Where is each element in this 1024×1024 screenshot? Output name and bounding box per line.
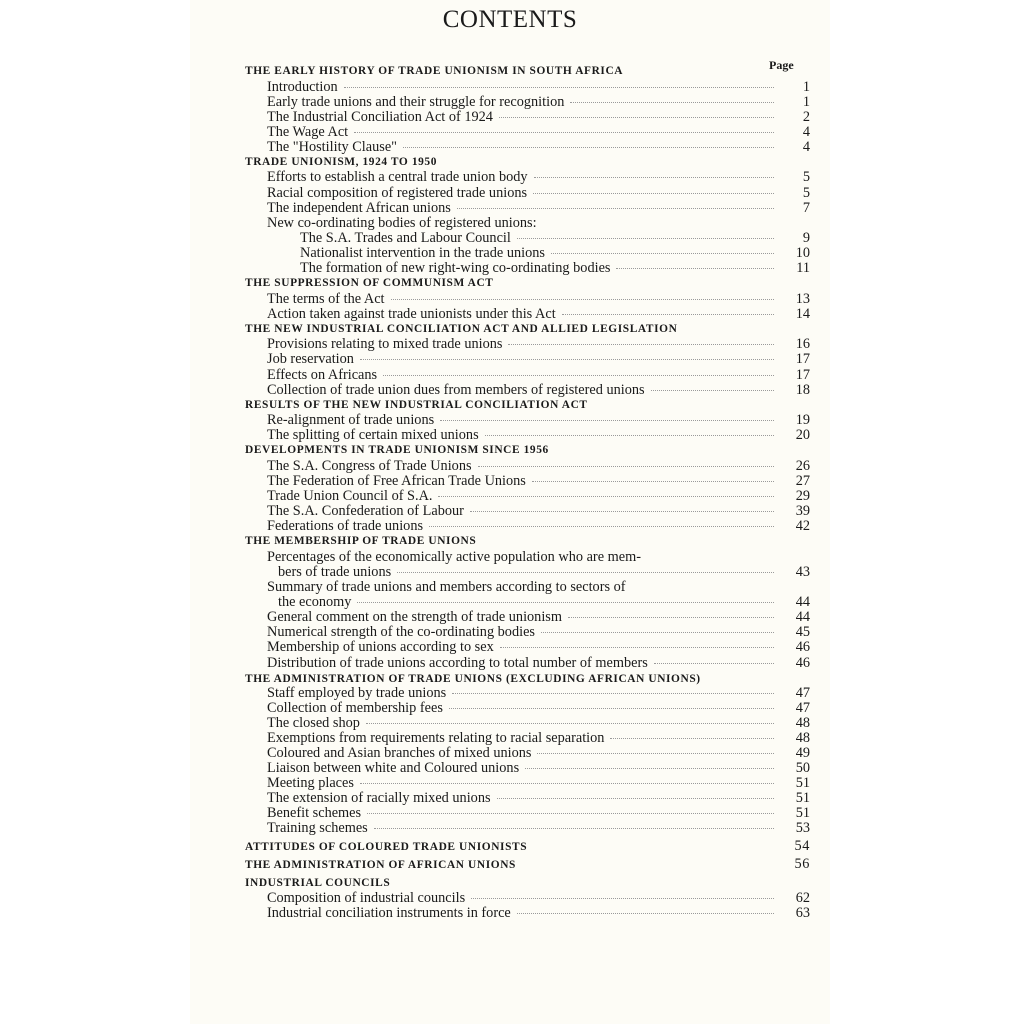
toc-entry [245,761,810,776]
page-number: 14 [795,305,810,322]
page-title: CONTENTS [442,6,578,33]
toc-entry [245,110,810,125]
page-number: 10 [795,244,810,261]
dot-leader [449,708,774,709]
page-number: 62 [795,890,810,907]
toc-entry-title: Membership of unions according to sex [267,639,494,656]
dot-leader [562,314,774,315]
toc-entry-title: Summary of trade unions and members according to sectors of [267,579,626,596]
dot-leader [532,481,774,482]
toc-entry-title: Staff employed by trade unions [267,684,447,701]
dot-leader [357,602,774,603]
dot-leader [610,738,774,739]
page-number: 1 [802,78,810,95]
dot-leader [403,147,774,148]
dot-leader [568,617,774,618]
page-number: 47 [795,684,810,701]
toc-entry-title: The closed shop [267,714,360,731]
page-number: 42 [795,518,810,535]
toc-entry [245,821,810,836]
toc-entry-title: The S.A. Confederation of Labour [267,503,464,520]
toc-entry [245,610,810,625]
toc-entry-title-continued: bers of trade unions [278,563,392,580]
toc-entry [245,716,810,731]
page-number: 2 [802,108,810,125]
toc-entry-title: The terms of the Act [267,290,385,307]
dot-leader [429,526,774,527]
page-number: 54 [794,837,810,854]
dot-leader [485,435,774,436]
page-number: 29 [795,488,810,505]
page-column-label: Page [769,58,794,72]
toc-entry [245,806,810,821]
page-number: 47 [795,699,810,716]
dot-leader [440,420,774,421]
toc-entry-continuation [245,595,810,610]
toc-entry-title: Numerical strength of the co-ordinating bodies [267,624,535,641]
toc-entry-title: The splitting of certain mixed unions [267,427,479,444]
toc-entry-title: Re-alignment of trade unions [267,412,435,429]
section-heading [245,839,810,856]
dot-leader [457,208,774,209]
toc-entry-title: New co-ordinating bodies of registered unions: [267,214,537,231]
toc-entry [245,216,810,231]
section-heading [245,857,810,874]
toc-entry-title: Collection of membership fees [267,699,443,716]
toc-entry [245,292,810,307]
toc-entry [245,413,810,428]
page-number: 13 [795,290,810,307]
toc-entry [245,80,810,95]
toc-entry-title: The formation of new right-wing co-ordinating bodies [300,260,611,277]
toc-entry-title: Distribution of trade unions according to total number of members [267,654,648,671]
page-number: 48 [795,714,810,731]
section-heading: THE NEW INDUSTRIAL CONCILIATION ACT AND ALLIED LEGISLATION [245,322,678,335]
toc-entry [245,140,810,155]
toc-entry [245,337,810,352]
page-number: 51 [795,775,810,792]
dot-leader [360,359,774,360]
page-number: 39 [795,503,810,520]
toc-entry-title: Provisions relating to mixed trade unions [267,336,503,353]
page-number: 9 [802,229,810,246]
section-heading-text: ATTITUDES OF COLOURED TRADE UNIONISTS [245,840,528,853]
toc-entry-title: Industrial conciliation instruments in force [267,905,511,922]
dot-leader [537,753,774,754]
toc-entry-title: Exemptions from requirements relating to racial separation [267,729,605,746]
toc-entry-title: The Wage Act [267,123,349,140]
toc-entry-title: Nationalist intervention in the trade unions [300,244,545,261]
section-heading: THE EARLY HISTORY OF TRADE UNIONISM IN SOUTH AFRICA [245,65,624,77]
page-number: 63 [795,905,810,922]
dot-leader [534,177,774,178]
toc-entry-title: Liaison between white and Coloured unions [267,760,520,777]
toc-entry-title: Collection of trade union dues from members of registered unions [267,381,645,398]
page-number: 5 [802,184,810,201]
toc-entry [245,170,810,185]
page-number: 51 [795,790,810,807]
dot-leader [366,723,774,724]
toc-entry-title: Action taken against trade unionists under this Act [267,305,556,322]
dot-leader [470,511,774,512]
toc-entry [245,95,810,110]
toc-entry [245,625,810,640]
dot-leader [517,238,774,239]
dot-leader [344,87,774,88]
toc-entry [245,701,810,716]
page-number: 44 [795,594,810,611]
dot-leader [616,268,774,269]
toc-entry-title: Benefit schemes [267,805,362,822]
dot-leader [391,299,774,300]
toc-entry-title-continued: the economy [278,594,352,611]
dot-leader [360,783,774,784]
dot-leader [354,132,774,133]
page-number: 48 [795,729,810,746]
page-number: 26 [795,457,810,474]
dot-leader [517,913,774,914]
toc-entry-title: Racial composition of registered trade unions [267,184,528,201]
dot-leader [478,466,774,467]
dot-leader [533,193,774,194]
toc-entry [245,791,810,806]
section-heading: THE SUPPRESSION OF COMMUNISM ACT [245,277,494,290]
toc-entry [245,459,810,474]
toc-entry [245,246,810,261]
toc-entry-title: The Federation of Free African Trade Unions [267,472,526,489]
toc-entry-title: Coloured and Asian branches of mixed unions [267,744,532,761]
page-number: 56 [794,856,810,873]
toc-entry [245,383,810,398]
page-number: 19 [795,412,810,429]
page-number: 11 [796,260,810,277]
toc-entry-title: General comment on the strength of trade unionism [267,609,562,626]
toc-entry [245,640,810,655]
dot-leader [452,693,774,694]
toc-entry [245,580,810,595]
section-heading: THE MEMBERSHIP OF TRADE UNIONS [245,535,477,548]
toc-entry [245,746,810,761]
page-number: 50 [795,760,810,777]
page-number: 17 [795,366,810,383]
toc-entry-title: The "Hostility Clause" [267,138,398,155]
toc-entry [245,201,810,216]
toc-entry-title: Federations of trade unions [267,518,424,535]
table-of-contents [245,64,810,921]
dot-leader [397,572,774,573]
dot-leader [497,798,774,799]
page-number: 20 [795,427,810,444]
dot-leader [570,102,774,103]
toc-entry [245,489,810,504]
toc-entry [245,891,810,906]
toc-entry-title: The extension of racially mixed unions [267,790,491,807]
toc-entry [245,474,810,489]
dot-leader [367,813,774,814]
dot-leader [383,375,774,376]
toc-entry [245,656,810,671]
dot-leader [374,828,774,829]
toc-entry [245,231,810,246]
toc-entry [245,368,810,383]
toc-entry [245,776,810,791]
toc-entry [245,186,810,201]
page-number: 4 [802,123,810,140]
toc-entry-title: Meeting places [267,775,354,792]
toc-entry-title: Percentages of the economically active population who are mem- [267,548,641,565]
page-number: 16 [795,336,810,353]
toc-entry [245,261,810,276]
toc-entry-title: Trade Union Council of S.A. [267,488,433,505]
toc-entry-title: Training schemes [267,820,368,837]
section-heading: DEVELOPMENTS IN TRADE UNIONISM SINCE 1956 [245,444,549,457]
book-page [190,0,830,1024]
page-number: 49 [795,744,810,761]
page-number: 7 [802,199,810,216]
page-number: 51 [795,805,810,822]
toc-entry-title: Efforts to establish a central trade union body [267,169,528,186]
page-number: 1 [802,93,810,110]
toc-entry-title: Introduction [267,78,338,95]
toc-entry [245,307,810,322]
toc-entry-title: Effects on Africans [267,366,378,383]
page-number: 53 [795,820,810,837]
toc-entry-title: Job reservation [267,351,354,368]
dot-leader [525,768,774,769]
page-number: 43 [795,563,810,580]
dot-leader [541,632,774,633]
toc-entry [245,686,810,701]
page-number: 18 [795,381,810,398]
toc-entry [245,125,810,140]
toc-entry [245,504,810,519]
toc-entry-title: Composition of industrial councils [267,890,466,907]
dot-leader [500,647,774,648]
section-heading: INDUSTRIAL COUNCILS [245,876,391,889]
dot-leader [499,117,774,118]
page-number: 46 [795,654,810,671]
toc-entry [245,428,810,443]
toc-entry-title: The S.A. Congress of Trade Unions [267,457,472,474]
dot-leader [651,390,774,391]
toc-entry [245,519,810,534]
page-number: 45 [795,624,810,641]
dot-leader [438,496,774,497]
toc-entry [245,352,810,367]
page-number: 46 [795,639,810,656]
toc-entry-continuation [245,565,810,580]
section-heading-text: THE ADMINISTRATION OF AFRICAN UNIONS [245,859,516,872]
toc-entry-title: The independent African unions [267,199,451,216]
toc-entry [245,906,810,921]
section-heading: TRADE UNIONISM, 1924 TO 1950 [245,155,438,168]
page-number: 44 [795,609,810,626]
toc-entry [245,731,810,746]
toc-entry-title: The Industrial Conciliation Act of 1924 [267,108,493,125]
toc-entry-title: Early trade unions and their struggle for recognition [267,93,565,110]
section-heading: RESULTS OF THE NEW INDUSTRIAL CONCILIATION ACT [245,398,588,411]
page-number: 17 [795,351,810,368]
dot-leader [654,663,774,664]
toc-entry [245,550,810,565]
page-number: 27 [795,472,810,489]
toc-entry-title: The S.A. Trades and Labour Council [300,229,511,246]
dot-leader [551,253,774,254]
section-heading: THE ADMINISTRATION OF TRADE UNIONS (EXCLUDING AFRICAN UNIONS) [245,672,701,685]
page-number: 5 [802,169,810,186]
dot-leader [471,898,774,899]
page-number: 4 [802,138,810,155]
dot-leader [508,344,774,345]
